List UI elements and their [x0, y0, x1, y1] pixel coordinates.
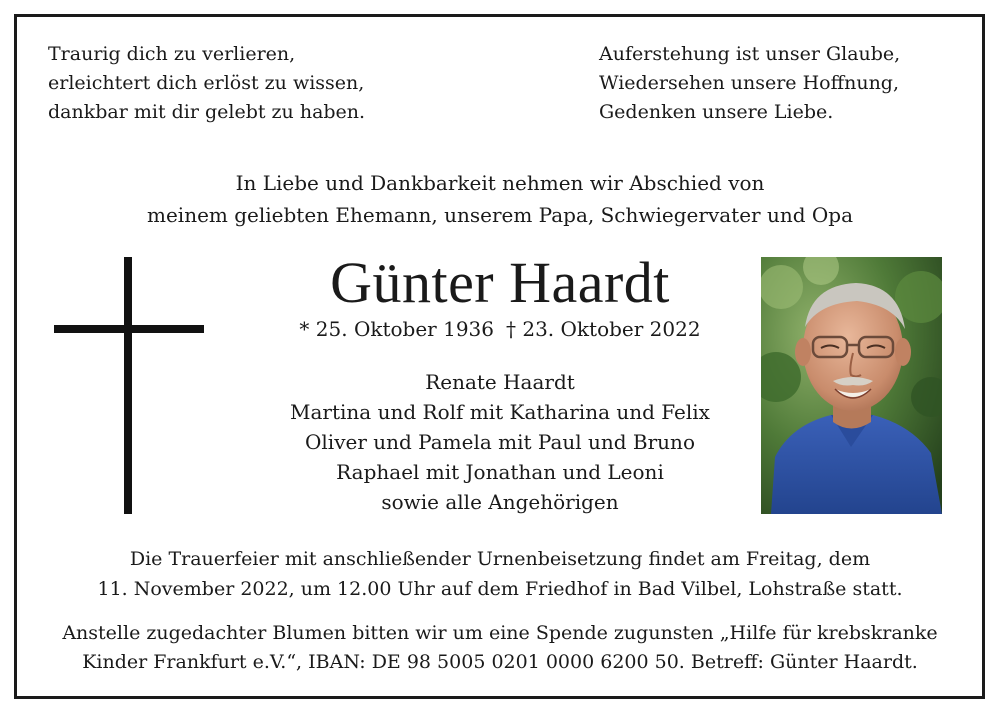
ceremony-info [0, 544, 1000, 604]
mourner-line: sowie alle Angehörigen [381, 490, 619, 514]
mourner-line: Raphael mit Jonathan und Leoni [336, 460, 664, 484]
verse-right-line: Gedenken unsere Liebe. [599, 101, 834, 123]
intro-line: meinem geliebten Ehemann, unserem Papa, Schwiegervater und Opa [147, 203, 853, 227]
verse-right [599, 40, 900, 127]
verse-right-line: Wiedersehen unsere Hoffnung, [599, 72, 900, 94]
ceremony-line: Die Trauerfeier mit anschließender Urnenbeisetzung findet am Freitag, dem [129, 548, 871, 570]
verse-right-line: Auferstehung ist unser Glaube, [599, 43, 901, 65]
verse-left-line: erleichtert dich erlöst zu wissen, [48, 72, 365, 94]
mourner-line: Renate Haardt [425, 370, 575, 394]
intro-line: In Liebe und Dankbarkeit nehmen wir Abschied von [235, 171, 765, 195]
donation-info [0, 619, 1000, 677]
donation-line: Anstelle zugedachter Blumen bitten wir um eine Spende zugunsten „Hilfe für krebskranke [62, 622, 938, 644]
mourner-line: Oliver und Pamela mit Paul und Bruno [305, 430, 695, 454]
ceremony-line: 11. November 2022, um 12.00 Uhr auf dem Friedhof in Bad Vilbel, Lohstraße statt. [97, 578, 903, 600]
verse-left-line: dankbar mit dir gelebt zu haben. [48, 101, 366, 123]
donation-line: Kinder Frankfurt e.V.“, IBAN: DE 98 5005 0201 0000 6200 50. Betreff: Günter Haardt. [82, 651, 918, 673]
verse-left-line: Traurig dich zu verlieren, [48, 43, 296, 65]
birth-date: * 25. Oktober 1936 [299, 317, 494, 341]
death-date: † 23. Oktober 2022 [506, 317, 701, 341]
portrait-photo [761, 257, 942, 514]
mourner-line: Martina und Rolf mit Katharina und Felix [290, 400, 710, 424]
intro-text [0, 167, 1000, 231]
cross-icon [124, 257, 132, 514]
verse-left [48, 40, 365, 127]
deceased-name: Günter Haardt [330, 250, 670, 315]
cross-icon-bar [54, 325, 204, 333]
life-dates [250, 314, 750, 344]
mourners-list [230, 367, 770, 517]
